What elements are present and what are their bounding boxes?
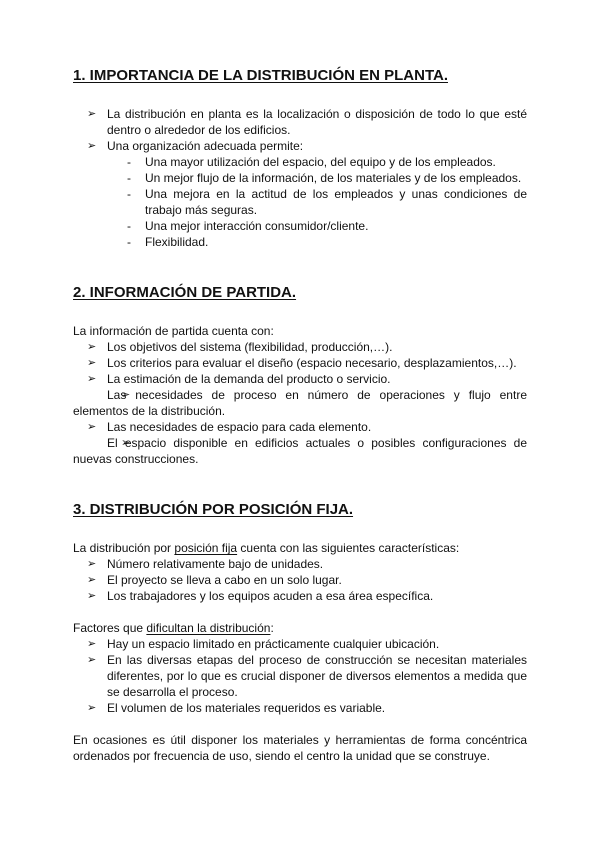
section-1-title: 1. IMPORTANCIA DE LA DISTRIBUCIÓN EN PLANTA. xyxy=(73,67,448,84)
list-item: ➢ El espacio disponible en edificios actuales o posibles configuraciones de nuevas construcciones. xyxy=(73,435,527,467)
sub-list-item: - Una mayor utilización del espacio, del equipo y de los empleados. xyxy=(145,154,527,170)
factors-text-after: : xyxy=(270,621,274,635)
list-item: ➢ El volumen de los materiales requeridos es variable. xyxy=(107,700,527,716)
section-3-title: 3. DISTRIBUCIÓN POR POSICIÓN FIJA. xyxy=(73,501,354,518)
section-2-title: 2. INFORMACIÓN DE PARTIDA. xyxy=(73,284,297,301)
sub-list-item: - Un mejor flujo de la información, de los materiales y de los empleados. xyxy=(145,170,527,186)
spacer xyxy=(73,604,527,620)
factors-text-before: Factores que xyxy=(73,621,147,635)
intro-text-before: La distribución por xyxy=(73,541,175,555)
sub-list-item: - Una mejor interacción consumidor/cliente. xyxy=(145,218,527,234)
intro-underlined-term: posición fija xyxy=(174,541,238,555)
closing-paragraph: En ocasiones es útil disponer los materiales y herramientas de forma concéntrica ordenados por frecuencia de uso, siendo el centro la unidad que se construye. xyxy=(73,733,527,763)
list-item xyxy=(107,138,527,250)
sub-list-item: - Una mejora en la actitud de los empleados y unas condiciones de trabajo más seguras. xyxy=(145,186,527,218)
sub-list-item: - Flexibilidad. xyxy=(145,234,527,250)
section-2-bullet-list xyxy=(73,339,527,467)
list-item: ➢ Los objetivos del sistema (flexibilidad, producción,…). xyxy=(107,339,527,355)
factors-intro xyxy=(73,620,527,636)
list-item: ➢ Las necesidades de proceso en número de operaciones y flujo entre elementos de la distribución. xyxy=(73,387,527,419)
section-2-intro: La información de partida cuenta con: xyxy=(73,324,274,338)
intro-text-after: cuenta con las siguientes características: xyxy=(237,541,460,555)
section-1-bullet-list xyxy=(73,106,527,250)
list-item: ➢ La distribución en planta es la localización o disposición de todo lo que esté dentro o alrededor de los edificios. xyxy=(107,106,527,138)
section-3-intro xyxy=(73,540,527,556)
list-item: ➢ Los criterios para evaluar el diseño (espacio necesario, desplazamientos,…). xyxy=(107,355,527,371)
list-item-label: Una organización adecuada permite: xyxy=(107,139,304,153)
list-item: ➢ Hay un espacio limitado en prácticamente cualquier ubicación. xyxy=(107,636,527,652)
section-3-characteristics-list xyxy=(73,556,527,604)
list-item: ➢ Número relativamente bajo de unidades. xyxy=(107,556,527,572)
list-item: ➢ El proyecto se lleva a cabo en un solo lugar. xyxy=(107,572,527,588)
section-1-sub-list xyxy=(107,154,527,250)
list-item: ➢ Las necesidades de espacio para cada elemento. xyxy=(107,419,527,435)
list-item: ➢ Los trabajadores y los equipos acuden a esa área específica. xyxy=(107,588,527,604)
factors-underlined-term: dificultan la distribución xyxy=(146,621,271,635)
section-3-factors-list xyxy=(73,636,527,716)
list-item: ➢ La estimación de la demanda del producto o servicio. xyxy=(107,371,527,387)
document-page xyxy=(73,66,527,764)
list-item: ➢ En las diversas etapas del proceso de construcción se necesitan materiales diferentes, por lo que es crucial disponer de diversos elementos a medida que se desarrolla el proceso. xyxy=(107,652,527,700)
